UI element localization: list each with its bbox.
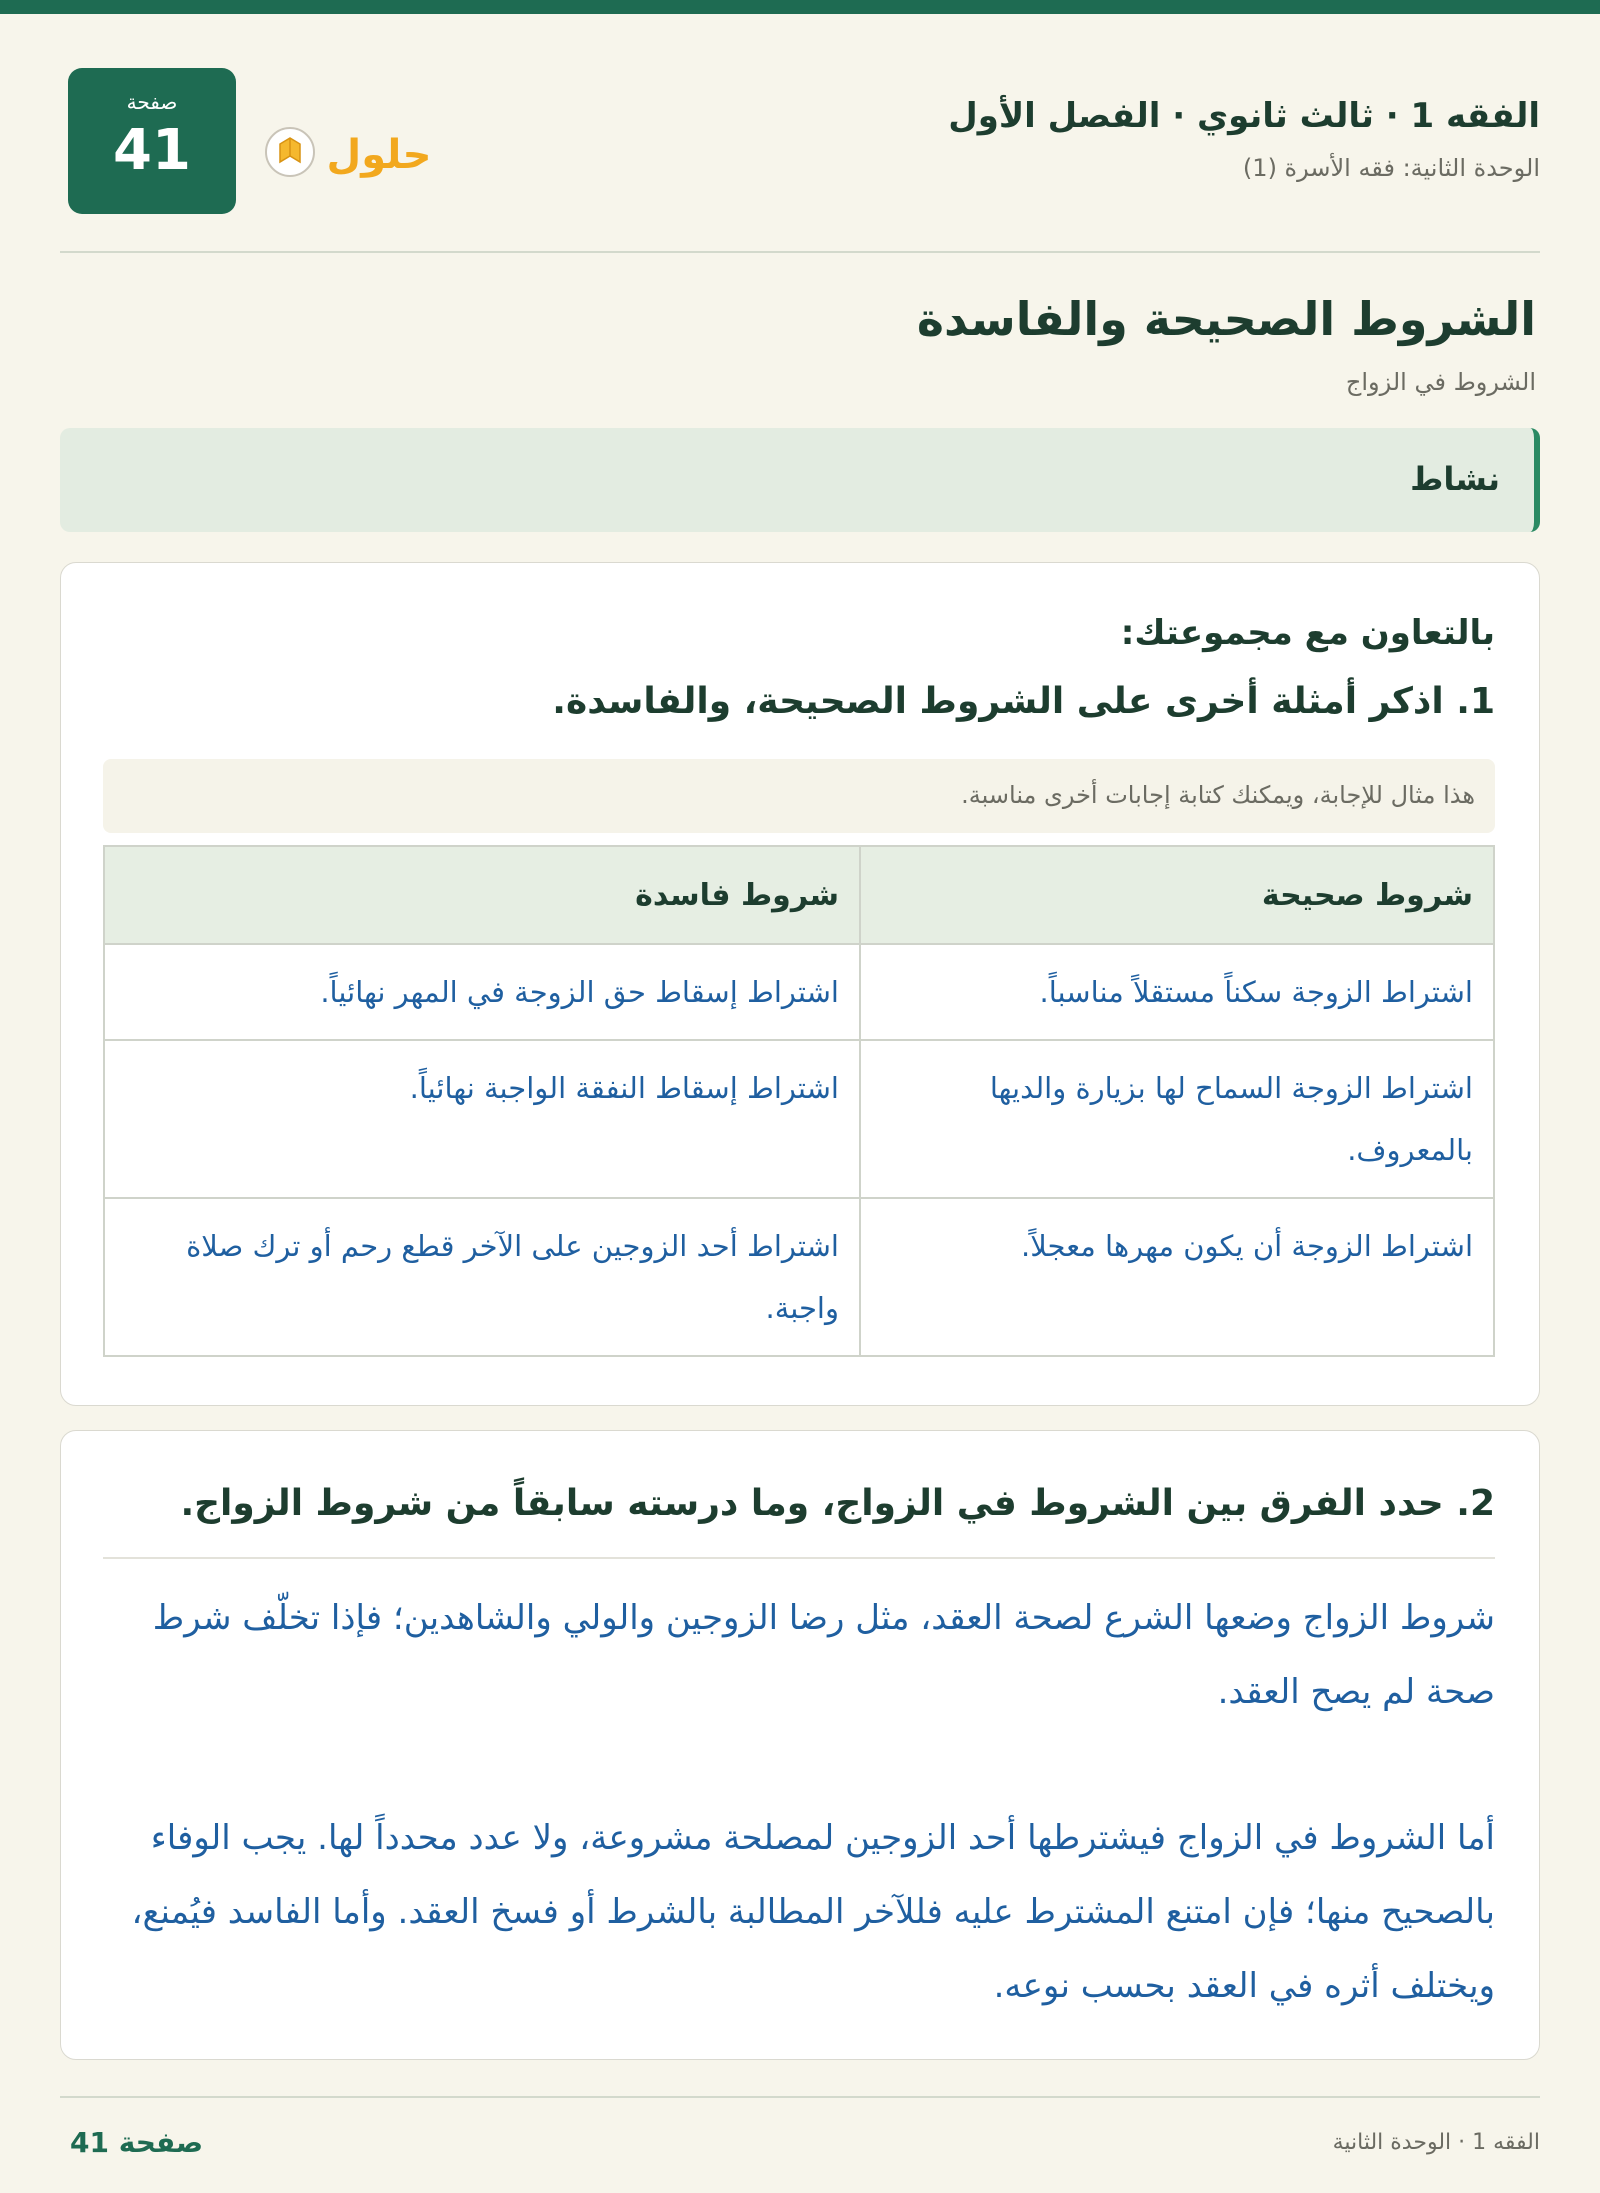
activity-card-2 xyxy=(60,1430,1540,2060)
course-title: الفقه 1 · ثالث ثانوي · الفصل الأول xyxy=(948,96,1540,136)
activity-banner xyxy=(60,428,1540,532)
conditions-table xyxy=(103,845,1495,1357)
valid-condition-cell: اشتراط الزوجة السماح لها بزيارة والديها بالمعروف. xyxy=(860,1040,1494,1198)
header-divider xyxy=(60,251,1540,253)
footer-page-number: صفحة 41 xyxy=(70,2126,204,2159)
page-badge-number: 41 xyxy=(113,118,191,183)
header-valid-conditions: شروط صحيحة xyxy=(860,846,1494,944)
activity-card-1 xyxy=(60,562,1540,1406)
question-divider xyxy=(103,1557,1495,1559)
table-row xyxy=(104,1040,1494,1198)
footer-divider xyxy=(60,2096,1540,2098)
footer-course-info: الفقه 1 · الوحدة الثانية xyxy=(1332,2130,1540,2155)
top-accent-bar xyxy=(0,0,1600,14)
lesson-title: الشروط الصحيحة والفاسدة xyxy=(916,292,1536,346)
page-header xyxy=(60,60,1540,220)
page-badge-label: صفحة xyxy=(126,90,178,114)
answer-note-text: هذا مثال للإجابة، ويمكنك كتابة إجابات أخرى مناسبة. xyxy=(961,781,1475,809)
invalid-condition-cell: اشتراط إسقاط حق الزوجة في المهر نهائياً. xyxy=(104,944,860,1040)
invalid-condition-cell: اشتراط إسقاط النفقة الواجبة نهائياً. xyxy=(104,1040,860,1198)
table-row xyxy=(104,944,1494,1040)
answer-note xyxy=(103,759,1495,833)
header-text xyxy=(948,96,1540,182)
logo-text: حلول xyxy=(326,132,432,178)
invalid-condition-cell: اشتراط أحد الزوجين على الآخر قطع رحم أو ترك صلاة واجبة. xyxy=(104,1198,860,1356)
answer-paragraph-1: شروط الزواج وضعها الشرع لصحة العقد، مثل رضا الزوجين والولي والشاهدين؛ فإذا تخلّف شرط صحة لم يصح العقد. xyxy=(152,1598,1495,1712)
page-number-badge xyxy=(68,68,236,214)
unit-line: الوحدة الثانية: فقه الأسرة (1) xyxy=(1242,154,1540,182)
table-header-row xyxy=(104,846,1494,944)
question-2: 2. حدد الفرق بين الشروط في الزواج، وما درسته سابقاً من شروط الزواج. xyxy=(180,1483,1495,1524)
table-row xyxy=(104,1198,1494,1356)
hulul-logo xyxy=(265,108,445,188)
header-invalid-conditions: شروط فاسدة xyxy=(104,846,860,944)
question-1: 1. اذكر أمثلة أخرى على الشروط الصحيحة، والفاسدة. xyxy=(552,681,1495,722)
group-intro: بالتعاون مع مجموعتك: xyxy=(1120,613,1495,653)
answer-paragraph-2: أما الشروط في الزواج فيشترطها أحد الزوجين لمصلحة مشروعة، ولا عدد محدداً لها. يجب الوفاء بالصحيح منها؛ فإن امتنع المشترط عليه فللآخر المطالبة بالشرط أو فسخ العقد. وأما الفاسد فيُمنع، ويختلف أثره في العقد بحسب نوعه. xyxy=(131,1818,1495,2006)
lesson-subtitle: الشروط في الزواج xyxy=(1345,368,1536,396)
activity-label: نشاط xyxy=(1410,460,1500,498)
valid-condition-cell: اشتراط الزوجة سكناً مستقلاً مناسباً. xyxy=(860,944,1494,1040)
valid-condition-cell: اشتراط الزوجة أن يكون مهرها معجلاً. xyxy=(860,1198,1494,1356)
